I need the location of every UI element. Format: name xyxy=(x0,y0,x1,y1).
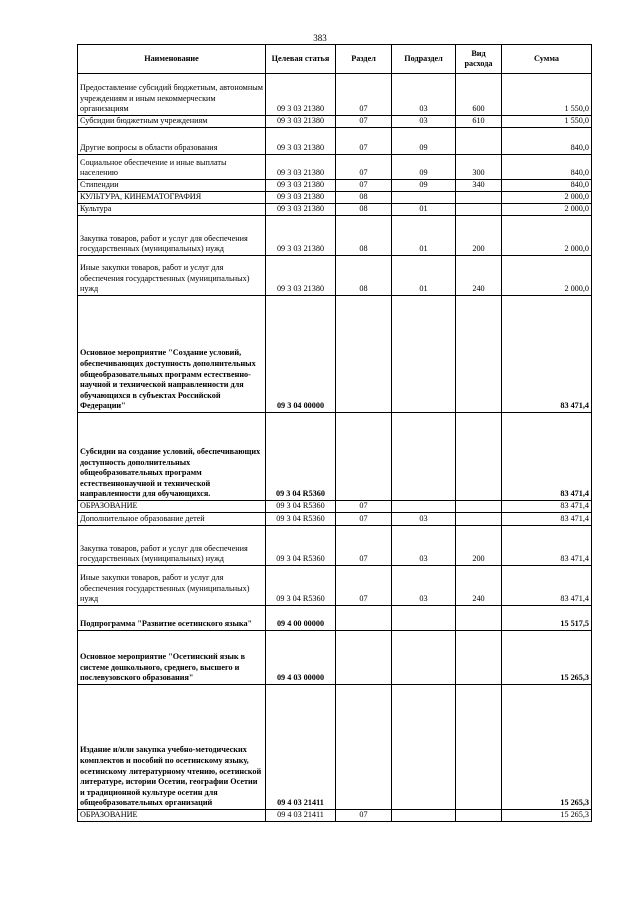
cell-amount: 15 265,3 xyxy=(502,631,592,685)
budget-table xyxy=(77,44,592,822)
cell-subsection: 01 xyxy=(392,256,456,296)
cell-name: Закупка товаров, работ и услуг для обеспечения государственных (муниципальных) нужд xyxy=(78,526,266,566)
cell-expense-kind xyxy=(456,810,502,822)
cell-section: 07 xyxy=(336,810,392,822)
cell-subsection: 03 xyxy=(392,566,456,606)
cell-target-code: 09 3 04 R5360 xyxy=(266,513,336,526)
cell-subsection xyxy=(392,810,456,822)
table-row xyxy=(78,566,592,606)
table-row xyxy=(78,685,592,810)
cell-subsection xyxy=(392,501,456,513)
cell-target-code: 09 3 03 21380 xyxy=(266,256,336,296)
table-row xyxy=(78,216,592,256)
cell-amount: 2 000,0 xyxy=(502,256,592,296)
cell-subsection: 03 xyxy=(392,513,456,526)
table-row xyxy=(78,606,592,631)
cell-amount: 83 471,4 xyxy=(502,566,592,606)
header-name: Наименование xyxy=(78,45,266,74)
cell-target-code: 09 3 03 21380 xyxy=(266,155,336,180)
cell-target-code: 09 3 03 21380 xyxy=(266,116,336,128)
cell-expense-kind xyxy=(456,192,502,204)
cell-amount: 83 471,4 xyxy=(502,513,592,526)
cell-target-code: 09 3 03 21380 xyxy=(266,180,336,192)
table-row xyxy=(78,192,592,204)
table-row xyxy=(78,155,592,180)
cell-target-code: 09 3 04 00000 xyxy=(266,296,336,413)
table-row xyxy=(78,296,592,413)
cell-subsection: 09 xyxy=(392,128,456,155)
cell-expense-kind xyxy=(456,685,502,810)
cell-name: Издание и/или закупка учебно-методических комплектов и пособий по осетинскому языку, осетинскому литературному чтению, осетинской литературе, истории Осетии, географии Осетии и традиционной культуре осетин для общеобразовательных организаций xyxy=(78,685,266,810)
cell-amount: 15 265,3 xyxy=(502,810,592,822)
cell-expense-kind xyxy=(456,631,502,685)
cell-target-code: 09 4 03 21411 xyxy=(266,810,336,822)
table-row xyxy=(78,256,592,296)
cell-section: 07 xyxy=(336,116,392,128)
cell-amount: 1 550,0 xyxy=(502,116,592,128)
cell-name: Основное мероприятие "Осетинский язык в системе дошкольного, среднего, высшего и послевузовского образования" xyxy=(78,631,266,685)
table-row xyxy=(78,810,592,822)
cell-target-code: 09 4 03 00000 xyxy=(266,631,336,685)
cell-target-code: 09 3 03 21380 xyxy=(266,216,336,256)
cell-target-code: 09 4 00 00000 xyxy=(266,606,336,631)
cell-target-code: 09 3 04 R5360 xyxy=(266,413,336,501)
cell-expense-kind xyxy=(456,413,502,501)
cell-expense-kind: 200 xyxy=(456,216,502,256)
cell-name: Закупка товаров, работ и услуг для обеспечения государственных (муниципальных) нужд xyxy=(78,216,266,256)
cell-amount: 1 550,0 xyxy=(502,74,592,116)
table-row xyxy=(78,513,592,526)
header-kind: Вид расхода xyxy=(456,45,502,74)
cell-amount: 83 471,4 xyxy=(502,501,592,513)
cell-expense-kind: 600 xyxy=(456,74,502,116)
cell-amount: 15 265,3 xyxy=(502,685,592,810)
cell-subsection xyxy=(392,413,456,501)
cell-expense-kind: 340 xyxy=(456,180,502,192)
cell-amount: 2 000,0 xyxy=(502,204,592,216)
cell-name: Иные закупки товаров, работ и услуг для обеспечения государственных (муниципальных) нужд xyxy=(78,566,266,606)
cell-section: 07 xyxy=(336,128,392,155)
cell-target-code: 09 3 04 R5360 xyxy=(266,566,336,606)
cell-section: 07 xyxy=(336,526,392,566)
cell-amount: 840,0 xyxy=(502,155,592,180)
cell-expense-kind xyxy=(456,501,502,513)
cell-subsection xyxy=(392,192,456,204)
cell-section: 08 xyxy=(336,192,392,204)
cell-amount: 83 471,4 xyxy=(502,413,592,501)
cell-target-code: 09 3 03 21380 xyxy=(266,192,336,204)
cell-amount: 840,0 xyxy=(502,180,592,192)
cell-amount: 2 000,0 xyxy=(502,216,592,256)
table-row xyxy=(78,204,592,216)
header-amount: Сумма xyxy=(502,45,592,74)
table-row xyxy=(78,116,592,128)
cell-expense-kind xyxy=(456,204,502,216)
cell-target-code: 09 3 03 21380 xyxy=(266,74,336,116)
table-row xyxy=(78,526,592,566)
header-code: Целевая статья xyxy=(266,45,336,74)
cell-expense-kind: 610 xyxy=(456,116,502,128)
cell-expense-kind xyxy=(456,128,502,155)
cell-subsection xyxy=(392,631,456,685)
cell-subsection: 09 xyxy=(392,180,456,192)
cell-target-code: 09 3 04 R5360 xyxy=(266,526,336,566)
cell-section: 08 xyxy=(336,204,392,216)
cell-amount: 15 517,5 xyxy=(502,606,592,631)
cell-name: Субсидии бюджетным учреждениям xyxy=(78,116,266,128)
cell-name: ОБРАЗОВАНИЕ xyxy=(78,810,266,822)
cell-subsection: 03 xyxy=(392,74,456,116)
table-row xyxy=(78,413,592,501)
cell-amount: 83 471,4 xyxy=(502,296,592,413)
cell-name: Предоставление субсидий бюджетным, автономным учреждениям и иным некоммерческим организациям xyxy=(78,74,266,116)
cell-target-code: 09 4 03 21411 xyxy=(266,685,336,810)
cell-section xyxy=(336,413,392,501)
cell-name: Основное мероприятие "Создание условий, обеспечивающих доступность дополнительных общеобразовательных программ естественно-научной и технической направленности для обучающихся в субъектах Российской Федерации" xyxy=(78,296,266,413)
cell-expense-kind: 240 xyxy=(456,256,502,296)
cell-section: 08 xyxy=(336,256,392,296)
cell-subsection: 03 xyxy=(392,526,456,566)
cell-section xyxy=(336,685,392,810)
cell-expense-kind: 300 xyxy=(456,155,502,180)
page-number: 383 xyxy=(313,33,327,43)
cell-subsection: 03 xyxy=(392,116,456,128)
cell-target-code: 09 3 04 R5360 xyxy=(266,501,336,513)
table-row xyxy=(78,501,592,513)
cell-amount: 840,0 xyxy=(502,128,592,155)
cell-section: 07 xyxy=(336,74,392,116)
cell-section: 07 xyxy=(336,180,392,192)
cell-subsection: 01 xyxy=(392,216,456,256)
cell-name: Культура xyxy=(78,204,266,216)
cell-section: 07 xyxy=(336,566,392,606)
cell-expense-kind xyxy=(456,606,502,631)
cell-name: Другие вопросы в области образования xyxy=(78,128,266,155)
cell-subsection xyxy=(392,685,456,810)
table-row xyxy=(78,180,592,192)
table-row xyxy=(78,74,592,116)
table-row xyxy=(78,128,592,155)
cell-section: 07 xyxy=(336,513,392,526)
cell-name: Дополнительное образование детей xyxy=(78,513,266,526)
cell-section xyxy=(336,296,392,413)
cell-name: КУЛЬТУРА, КИНЕМАТОГРАФИЯ xyxy=(78,192,266,204)
cell-name: Субсидии на создание условий, обеспечивающих доступность дополнительных общеобразовательных программ естественнонаучной и технической направленности для обучающихся. xyxy=(78,413,266,501)
header-subsection: Подраздел xyxy=(392,45,456,74)
cell-name: ОБРАЗОВАНИЕ xyxy=(78,501,266,513)
cell-section xyxy=(336,606,392,631)
header-section: Раздел xyxy=(336,45,392,74)
cell-expense-kind: 240 xyxy=(456,566,502,606)
cell-expense-kind xyxy=(456,296,502,413)
cell-expense-kind xyxy=(456,513,502,526)
cell-name: Стипендии xyxy=(78,180,266,192)
cell-subsection xyxy=(392,606,456,631)
cell-target-code: 09 3 03 21380 xyxy=(266,128,336,155)
cell-amount: 83 471,4 xyxy=(502,526,592,566)
cell-target-code: 09 3 03 21380 xyxy=(266,204,336,216)
cell-section xyxy=(336,631,392,685)
table-row xyxy=(78,631,592,685)
cell-amount: 2 000,0 xyxy=(502,192,592,204)
cell-expense-kind: 200 xyxy=(456,526,502,566)
cell-name: Подпрограмма "Развитие осетинского языка" xyxy=(78,606,266,631)
cell-section: 07 xyxy=(336,155,392,180)
cell-section: 07 xyxy=(336,501,392,513)
cell-subsection: 01 xyxy=(392,204,456,216)
table-header-row xyxy=(78,45,592,74)
cell-subsection: 09 xyxy=(392,155,456,180)
cell-name: Иные закупки товаров, работ и услуг для обеспечения государственных (муниципальных) нужд xyxy=(78,256,266,296)
cell-name: Социальное обеспечение и иные выплаты населению xyxy=(78,155,266,180)
cell-section: 08 xyxy=(336,216,392,256)
cell-subsection xyxy=(392,296,456,413)
